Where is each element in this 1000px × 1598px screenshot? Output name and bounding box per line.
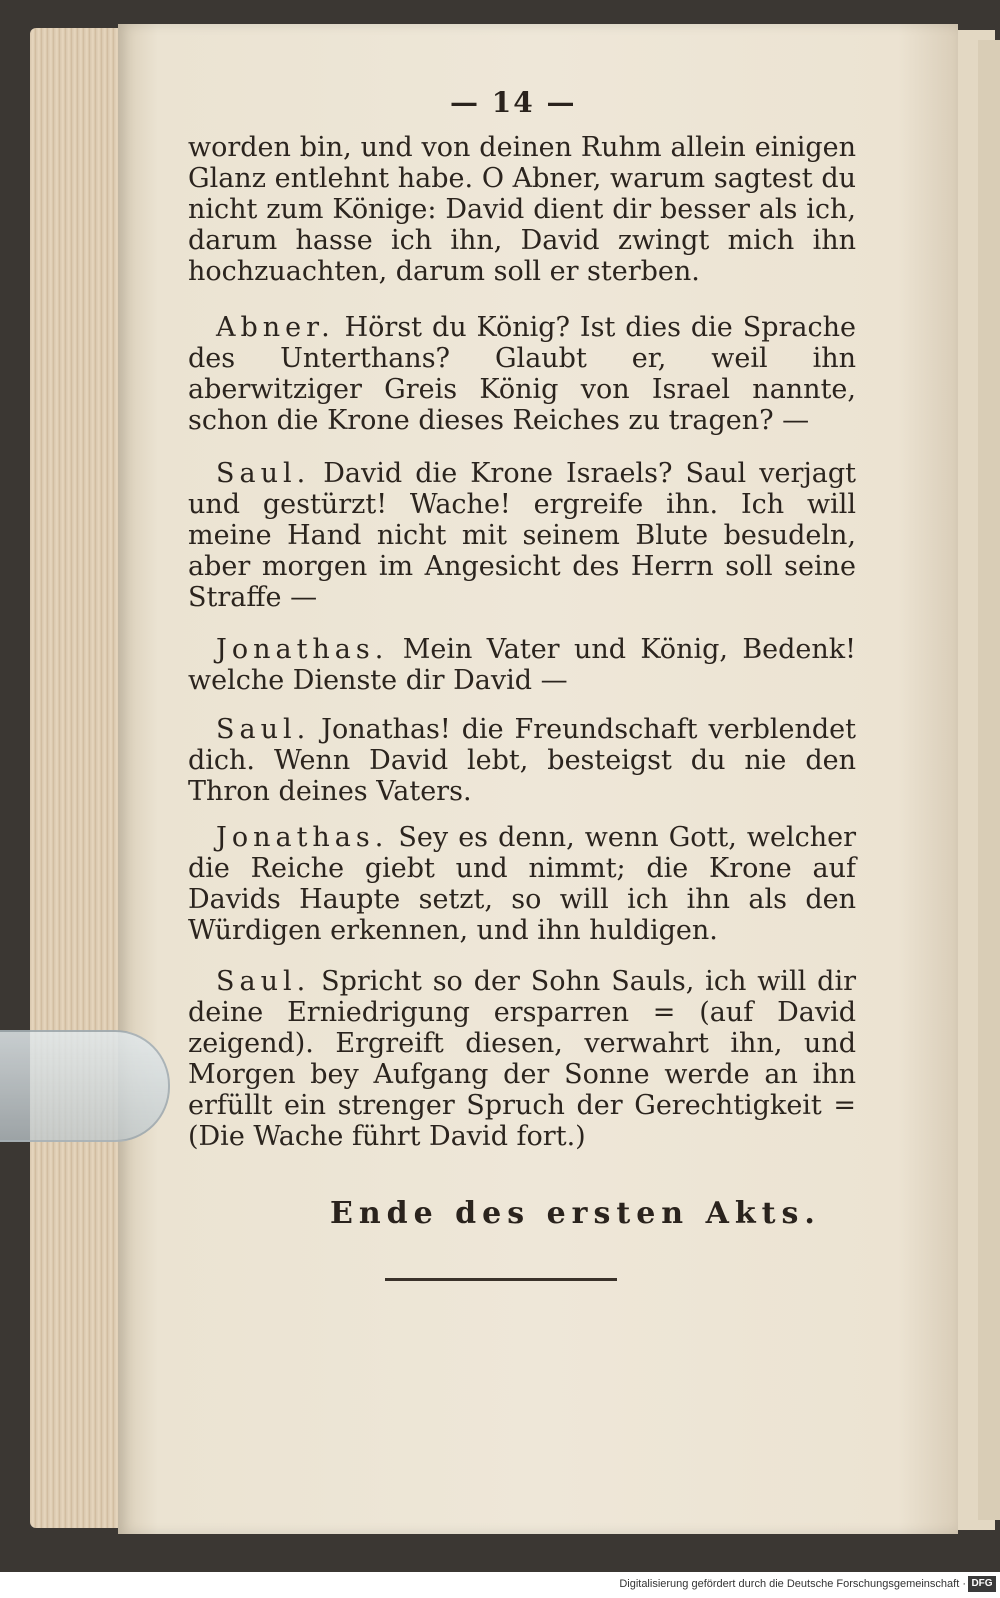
page-holder-clip [0, 1030, 170, 1142]
speaker-name: Abner. [216, 312, 335, 343]
book-page-edges [30, 28, 125, 1528]
paragraph-2 [188, 312, 856, 436]
paragraph-1 [188, 132, 856, 287]
speaker-name: Jonathas. [216, 634, 389, 665]
paragraph-text: Spricht so der Sohn Sauls, ich will dir deine Erniedrigung ersparren = (auf David zeigend). Ergreift diesen, verwahrt ihn, und Morgen bey Aufgang der Sonne werde an ihn erfüllt ein strenger Spruch der Gerechtigkeit = (Die Wache führt David fort.) [188, 966, 856, 1152]
paragraph-5 [188, 714, 856, 807]
digitization-credit: Digitalisierung gefördert durch die Deutsche Forschungsgemeinschaft · [619, 1578, 966, 1590]
paragraph-6 [188, 822, 856, 946]
facing-page-inner [978, 40, 1000, 1520]
paragraph-text: worden bin, und von deinen Ruhm allein einigen Glanz entlehnt habe. O Abner, warum sagtest du nicht zum Könige: David dient dir besser als ich, darum hasse ich ihn, David zwingt mich ihn hochzuachten, darum soll er sterben. [188, 132, 856, 287]
paragraph-text: David die Krone Israels? Saul verjagt und gestürzt! Wache! ergreife ihn. Ich will meine Hand nicht mit seinem Blute besudeln, aber morgen im Angesicht des Herrn soll seine Straffe — [188, 458, 856, 613]
page-number: — 14 — [450, 86, 577, 119]
paragraph-text: Mein Vater und König, Bedenk! welche Dienste dir David — [188, 634, 856, 696]
speaker-name: Saul. [216, 966, 311, 997]
paragraph-text: Jonathas! die Freundschaft verblendet dich. Wenn David lebt, besteigst du nie den Thron deines Vaters. [188, 714, 857, 807]
paragraph-text: Sey es denn, wenn Gott, welcher die Reiche giebt und nimmt; die Krone auf Davids Haupte setzt, so will ich ihn als den Würdigen erkennen, und ihn huldigen. [188, 822, 856, 946]
speaker-name: Saul. [216, 458, 311, 489]
paragraph-4 [188, 634, 856, 696]
dfg-logo: DFG [968, 1576, 996, 1592]
speaker-name: Saul. [216, 714, 311, 745]
act-end-note: Ende des ersten Akts. [330, 1196, 821, 1231]
closing-rule [385, 1278, 617, 1281]
paragraph-text: Hörst du König? Ist dies die Sprache des Unterthans? Glaubt er, weil ihn aberwitziger Greis König von Israel nannte, schon die Krone dieses Reiches zu tragen? — [188, 312, 856, 436]
speaker-name: Jonathas. [216, 822, 389, 853]
paragraph-7 [188, 966, 856, 1152]
paragraph-3 [188, 458, 856, 613]
